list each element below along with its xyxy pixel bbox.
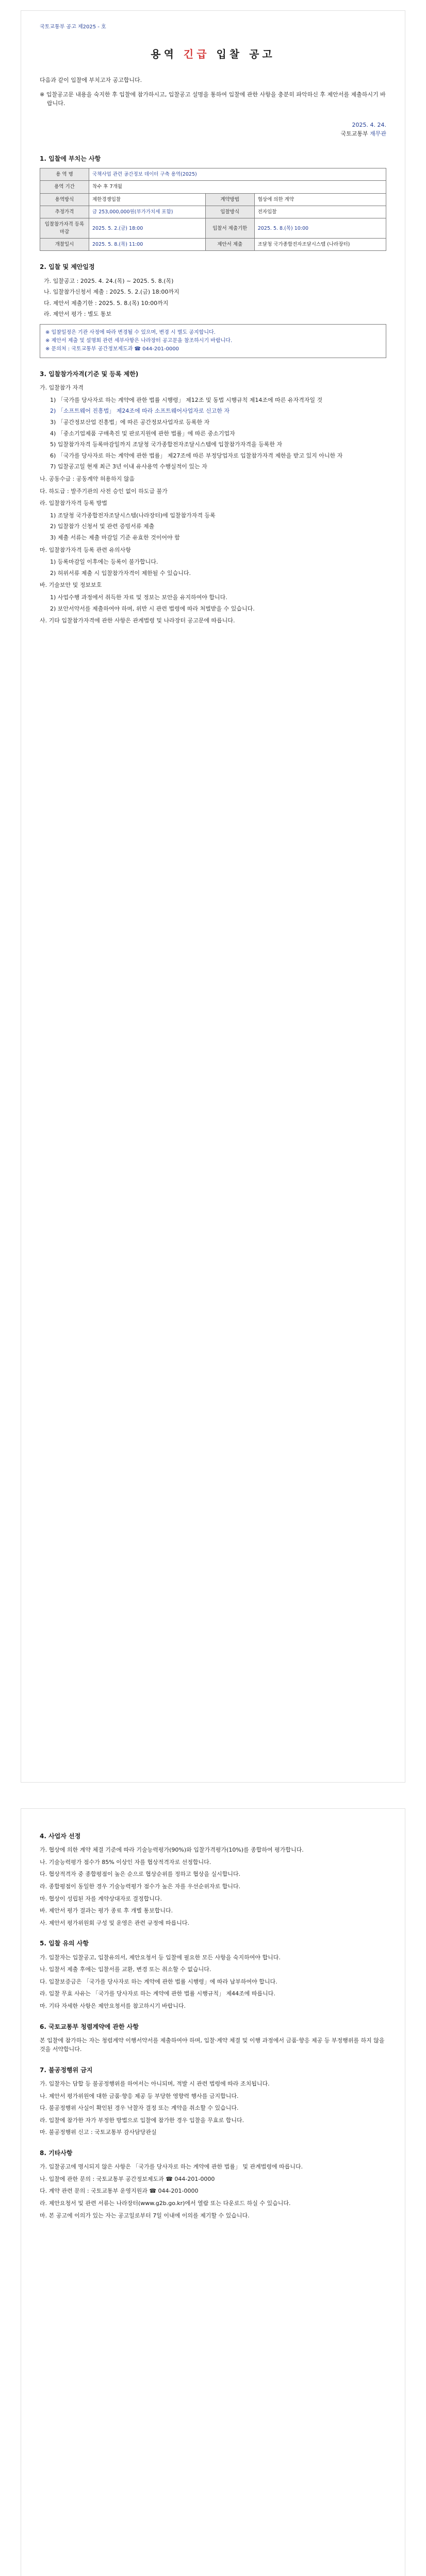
notice-line: ※ 제안서 제출 및 설명회 관련 세부사항은 나라장터 공고문을 참조하시기 바랍니다. bbox=[45, 338, 233, 344]
table-header-cell: 입찰서 제출기한 bbox=[205, 218, 254, 238]
section-3-para: 6) 「국가를 당사자로 하는 계약에 관한 법률」 제27조에 따른 부정당업자로 입찰참가자격 제한을 받고 있지 아니한 자 bbox=[50, 452, 343, 459]
notice-line: ※ 입찰일정은 기관 사정에 따라 변경될 수 있으며, 변경 시 별도 공지합니다. bbox=[45, 330, 216, 336]
section-3-para: 라. 입찰참가자격 등록 방법 bbox=[40, 500, 107, 507]
section-4-para: 다. 협상적격자 중 종합평점이 높은 순으로 협상순위를 정하고 협상을 실시합니다. bbox=[40, 1871, 241, 1878]
section-5-para: 라. 입찰 무효 사유는 「국가를 당사자로 하는 계약에 관한 법률 시행규칙」 제44조에 따릅니다. bbox=[40, 1990, 275, 1997]
section-8-para: 다. 계약 관련 문의 : 국토교통부 운영지원과 ☎ 044-201-0000 bbox=[40, 2188, 199, 2195]
section-2-heading: 2. 입찰 및 제안일정 bbox=[40, 263, 95, 271]
signer-role: 재무관 bbox=[370, 130, 386, 138]
document-title bbox=[40, 46, 386, 62]
section-3-para: 5) 입찰참가자격 등록마감일까지 조달청 국가종합전자조달시스템에 입찰참가자격을 등록한 자 bbox=[50, 441, 283, 448]
section-5-para: 가. 입찰자는 입찰공고, 입찰유의서, 제안요청서 등 입찰에 필요한 모든 사항을 숙지하여야 합니다. bbox=[40, 1954, 281, 1961]
section-4-para: 라. 종합평점이 동일한 경우 기술능력평가 점수가 높은 자를 우선순위자로 합니다. bbox=[40, 1883, 241, 1890]
section-4-para: 사. 제안서 평가위원회 구성 및 운영은 관련 규정에 따릅니다. bbox=[40, 1919, 189, 1926]
table-cell: 착수 후 7개월 bbox=[89, 181, 386, 193]
section-3-para: 2) 허위서류 제출 시 입찰참가자격이 제한될 수 있습니다. bbox=[50, 569, 191, 577]
table-cell: 국책사업 관련 공간정보 데이터 구축 용역(2025) bbox=[89, 168, 386, 181]
section-3-para: 나. 공동수급 : 공동계약 허용하지 않음 bbox=[40, 475, 135, 482]
section-3-para: 4) 「중소기업제품 구매촉진 및 판로지원에 관한 법률」에 따른 중소기업자 bbox=[50, 430, 235, 437]
section-3-para: 사. 기타 입찰참가자격에 관한 사항은 관계법령 및 나라장터 공고문에 따릅니다. bbox=[40, 617, 235, 624]
intro-line: 다음과 같이 입찰에 부치고자 공고합니다. bbox=[40, 77, 142, 83]
section-3-para: 다. 하도급 : 발주기관의 사전 승인 없이 하도급 불가 bbox=[40, 487, 168, 495]
section-3-para: 1) 사업수행 과정에서 취득한 자료 및 정보는 보안을 유지하여야 합니다. bbox=[50, 594, 227, 601]
section-7-para: 다. 불공정행위 사실이 확인된 경우 낙찰자 결정 또는 계약을 취소할 수 있습니다. bbox=[40, 2105, 239, 2112]
section-3-heading: 3. 입찰참가자격(기준 및 등록 제한) bbox=[40, 370, 139, 378]
section-4-heading: 4. 사업자 선정 bbox=[40, 1833, 81, 1840]
notice-line: ※ 문의처 : 국토교통부 공간정보제도과 ☎ 044-201-0000 bbox=[45, 346, 179, 352]
section-6-heading: 6. 국토교통부 청렴계약에 관한 사항 bbox=[40, 2023, 139, 2030]
schedule-item: 라. 제안서 평가 : 별도 통보 bbox=[44, 311, 111, 318]
section-6-para: 본 입찰에 참가하는 자는 청렴계약 이행서약서를 제출하여야 하며, 입찰·계약 체결 및 이행 과정에서 금품·향응 제공 등 부정행위를 하지 않을 것을 서약합니다. bbox=[40, 2037, 385, 2053]
notice-date: 2025. 4. 24. bbox=[352, 121, 386, 128]
section-8-para: 가. 입찰공고에 명시되지 않은 사항은 「국가를 당사자로 하는 계약에 관한 법률」 및 관계법령에 따릅니다. bbox=[40, 2163, 303, 2171]
section-3-para: 마. 입찰참가자격 등록 관련 유의사항 bbox=[40, 546, 131, 553]
table-cell: 협상에 의한 계약 bbox=[254, 193, 386, 206]
table-cell: 2025. 5. 2.(금) 18:00 bbox=[89, 218, 206, 238]
section-8-para: 라. 제안요청서 및 관련 서류는 나라장터(www.g2b.go.kr)에서 열람 또는 다운로드 하실 수 있습니다. bbox=[40, 2200, 291, 2207]
section-4-para: 가. 협상에 의한 계약 체결 기준에 따라 기술능력평가(90%)와 입찰가격평가(10%)를 종합하여 평가합니다. bbox=[40, 1846, 304, 1854]
section-8-para: 마. 본 공고에 이의가 있는 자는 공고일로부터 7일 이내에 이의를 제기할 수 있습니다. bbox=[40, 2212, 250, 2219]
signer bbox=[40, 129, 386, 139]
schedule-item: 가. 입찰공고 : 2025. 4. 24.(목) ~ 2025. 5. 8.(목) bbox=[44, 277, 174, 284]
section-8-para: 나. 입찰에 관한 문의 : 국토교통부 공간정보제도과 ☎ 044-201-0000 bbox=[40, 2175, 215, 2182]
agency-header bbox=[40, 22, 386, 31]
table-row bbox=[40, 239, 386, 251]
table-header-cell: 추정가격 bbox=[40, 206, 89, 218]
section-3-para: 7) 입찰공고일 현재 최근 3년 이내 유사용역 수행실적이 있는 자 bbox=[50, 463, 207, 470]
section-3-para: 1) 조달청 국가종합전자조달시스템(나라장터)에 입찰참가자격 등록 bbox=[50, 512, 216, 519]
table-header-cell: 제안서 제출 bbox=[205, 239, 254, 251]
table-row bbox=[40, 193, 386, 206]
table-header-cell: 용역방식 bbox=[40, 193, 89, 206]
section-7-para: 라. 입찰에 참가한 자가 부정한 방법으로 입찰에 참가한 경우 입찰을 무효로 합니다. bbox=[40, 2116, 244, 2124]
table-header-cell: 계약방법 bbox=[205, 193, 254, 206]
section-4-para: 나. 기술능력평가 점수가 85% 이상인 자를 협상적격자로 선정합니다. bbox=[40, 1858, 211, 1866]
section-5-heading: 5. 입찰 유의 사항 bbox=[40, 1940, 89, 1947]
agency-name: 국토교통부 공고 제2025 - 호 bbox=[40, 24, 106, 30]
section-3-para: 3) 제출 서류는 제출 마감일 기준 유효한 것이어야 함 bbox=[50, 534, 180, 541]
section-3-para: 1) 「국가를 당사자로 하는 계약에 관한 법률 시행령」 제12조 및 동법 시행규칙 제14조에 따른 유자격자일 것 bbox=[50, 396, 323, 403]
section-3-para: 3) 「공간정보산업 진흥법」에 따른 공간정보사업자로 등록한 자 bbox=[50, 419, 210, 426]
section-3-para: 바. 기술보안 및 정보보호 bbox=[40, 582, 102, 589]
section-7-para: 마. 불공정행위 신고 : 국토교통부 감사담당관실 bbox=[40, 2129, 157, 2136]
table-cell: 조달청 국가종합전자조달시스템 (나라장터) bbox=[254, 239, 386, 251]
table-header-cell: 개찰일시 bbox=[40, 239, 89, 251]
table-cell: 2025. 5. 8.(목) 11:00 bbox=[89, 239, 206, 251]
section-3-para: 가. 입찰참가 자격 bbox=[40, 384, 84, 392]
schedule-item: 다. 제안서 제출기한 : 2025. 5. 8.(목) 10:00까지 bbox=[44, 299, 169, 307]
table-header-cell: 용역 기간 bbox=[40, 181, 89, 193]
section-8-heading: 8. 기타사항 bbox=[40, 2149, 73, 2157]
section-4-para: 바. 제안서 평가 결과는 평가 종료 후 개별 통보합니다. bbox=[40, 1907, 173, 1914]
title-prefix: 용역 bbox=[151, 48, 177, 60]
signer-org: 국토교통부 bbox=[340, 130, 368, 138]
section-5-para: 다. 입찰보증금은 「국가를 당사자로 하는 계약에 관한 법률 시행령」에 따라 납부하여야 합니다. bbox=[40, 1978, 277, 1985]
section-5-para: 나. 입찰서 제출 후에는 입찰서를 교환, 변경 또는 취소할 수 없습니다. bbox=[40, 1966, 211, 1973]
table-cell: 제한경쟁입찰 bbox=[89, 193, 206, 206]
table-row bbox=[40, 168, 386, 181]
section-5-para: 마. 기타 자세한 사항은 제안요청서를 참고하시기 바랍니다. bbox=[40, 2002, 186, 2009]
table-header-cell: 입찰참가자격 등록마감 bbox=[40, 218, 89, 238]
section-3-para: 2) 입찰참가 신청서 및 관련 증빙서류 제출 bbox=[50, 523, 155, 530]
section-4-para: 마. 협상이 성립된 자를 계약상대자로 결정합니다. bbox=[40, 1895, 162, 1902]
section-7-para: 나. 제안서 평가위원에 대한 금품·향응 제공 등 부당한 영향력 행사를 금지합니다. bbox=[40, 2092, 239, 2099]
section-3-para: 2) 「소프트웨어 진흥법」 제24조에 따라 소프트웨어사업자로 신고한 자 bbox=[50, 408, 230, 415]
table-row bbox=[40, 206, 386, 218]
table-cell: 금 253,000,000원(부가가치세 포함) bbox=[89, 206, 206, 218]
page-1 bbox=[21, 10, 405, 1783]
schedule-notice-box bbox=[40, 324, 386, 358]
table-header-cell: 입찰방식 bbox=[205, 206, 254, 218]
table-cell: 전자입찰 bbox=[254, 206, 386, 218]
section-3-para: 2) 보안서약서를 제출하여야 하며, 위반 시 관련 법령에 따라 처벌받을 수 있습니다. bbox=[50, 605, 255, 612]
title-suffix: 입찰 공고 bbox=[216, 48, 275, 60]
table-row bbox=[40, 218, 386, 238]
intro-star-note: ※ 입찰공고문 내용을 숙지한 후 입찰에 참가하시고, 입찰공고 설명을 통하여 입찰에 관한 사항을 충분히 파악하신 후 제안서를 제출하시기 바랍니다. bbox=[40, 91, 386, 107]
section-7-heading: 7. 불공정행위 금지 bbox=[40, 2066, 93, 2074]
table-header-cell: 용 역 명 bbox=[40, 168, 89, 181]
section-1-heading: 1. 입찰에 부치는 사항 bbox=[40, 155, 101, 162]
section-3-para: 1) 등록마감일 이후에는 등록이 불가합니다. bbox=[50, 558, 158, 566]
info-table bbox=[40, 168, 386, 251]
schedule-item: 나. 입찰참가신청서 제출 : 2025. 5. 2.(금) 18:00까지 bbox=[44, 289, 179, 296]
title-urgent: 긴급 bbox=[183, 48, 210, 60]
table-row bbox=[40, 181, 386, 193]
table-cell: 2025. 5. 8.(목) 10:00 bbox=[254, 218, 386, 238]
section-7-para: 가. 입찰자는 담합 등 불공정행위를 하여서는 아니되며, 적발 시 관련 법령에 따라 조치됩니다. bbox=[40, 2080, 270, 2088]
page-2 bbox=[21, 1808, 405, 2576]
